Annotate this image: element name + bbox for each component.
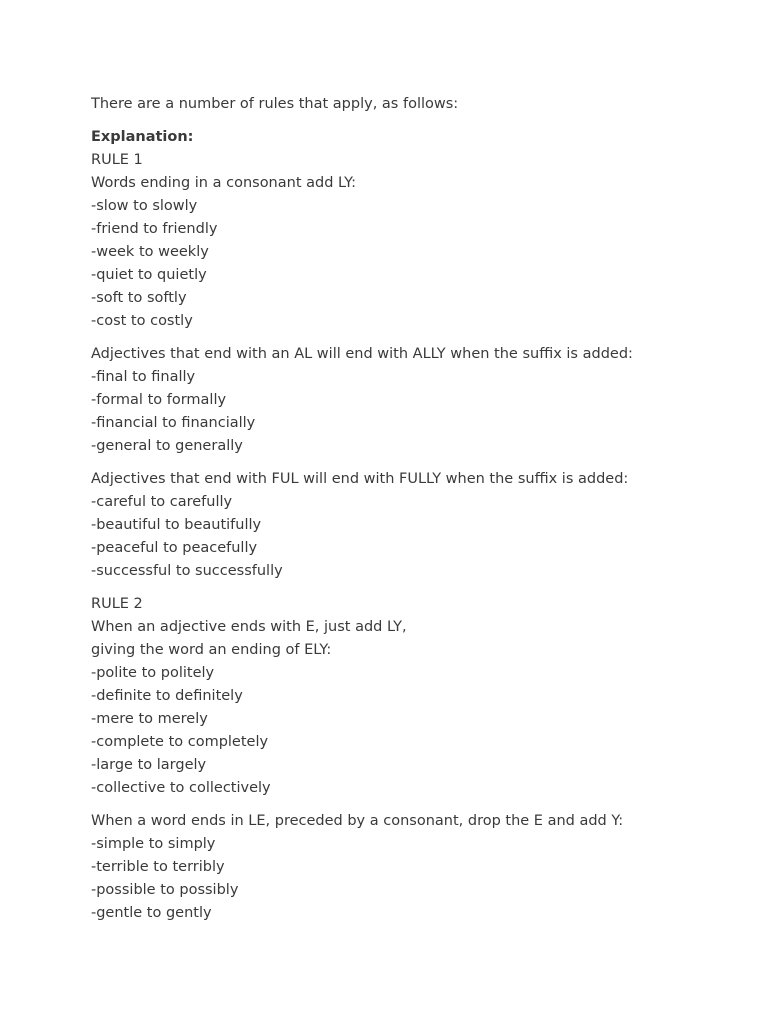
list-item: -quiet to quietly bbox=[91, 267, 207, 283]
explanation-label: Explanation: bbox=[91, 129, 194, 145]
rule2-le-lead: When a word ends in LE, preceded by a consonant, drop the E and add Y: bbox=[91, 813, 624, 829]
rule2-e-lead-1: When an adjective ends with E, just add LY, bbox=[91, 619, 407, 635]
list-item: -possible to possibly bbox=[91, 882, 239, 898]
list-item: -week to weekly bbox=[91, 244, 209, 260]
list-item: -soft to softly bbox=[91, 290, 187, 306]
list-item: -large to largely bbox=[91, 757, 207, 773]
list-item: -mere to merely bbox=[91, 711, 208, 727]
list-item: -slow to slowly bbox=[91, 198, 198, 214]
rule2-e-lead-2: giving the word an ending of ELY: bbox=[91, 642, 332, 658]
list-item: -friend to friendly bbox=[91, 221, 218, 237]
list-item: -final to finally bbox=[91, 369, 196, 385]
list-item: -simple to simply bbox=[91, 836, 216, 852]
list-item: -general to generally bbox=[91, 438, 243, 454]
list-item: -peaceful to peacefully bbox=[91, 540, 258, 556]
list-item: -cost to costly bbox=[91, 313, 193, 329]
rule2-heading: RULE 2 bbox=[91, 596, 143, 612]
rule1-ful-lead: Adjectives that end with FUL will end with FULLY when the suffix is added: bbox=[91, 471, 629, 487]
list-item: -definite to definitely bbox=[91, 688, 243, 704]
list-item: -beautiful to beautifully bbox=[91, 517, 262, 533]
rule1-al-lead: Adjectives that end with an AL will end with ALLY when the suffix is added: bbox=[91, 346, 633, 362]
list-item: -formal to formally bbox=[91, 392, 227, 408]
list-item: -complete to completely bbox=[91, 734, 269, 750]
list-item: -gentle to gently bbox=[91, 905, 212, 921]
document-page bbox=[91, 93, 731, 925]
list-item: -polite to politely bbox=[91, 665, 215, 681]
rule1-heading: RULE 1 bbox=[91, 152, 143, 168]
list-item: -successful to successfully bbox=[91, 563, 283, 579]
rule1-consonant-lead: Words ending in a consonant add LY: bbox=[91, 175, 356, 191]
list-item: -careful to carefully bbox=[91, 494, 233, 510]
list-item: -collective to collectively bbox=[91, 780, 271, 796]
list-item: -financial to financially bbox=[91, 415, 256, 431]
intro-text: There are a number of rules that apply, as follows: bbox=[91, 96, 459, 112]
list-item: -terrible to terribly bbox=[91, 859, 225, 875]
